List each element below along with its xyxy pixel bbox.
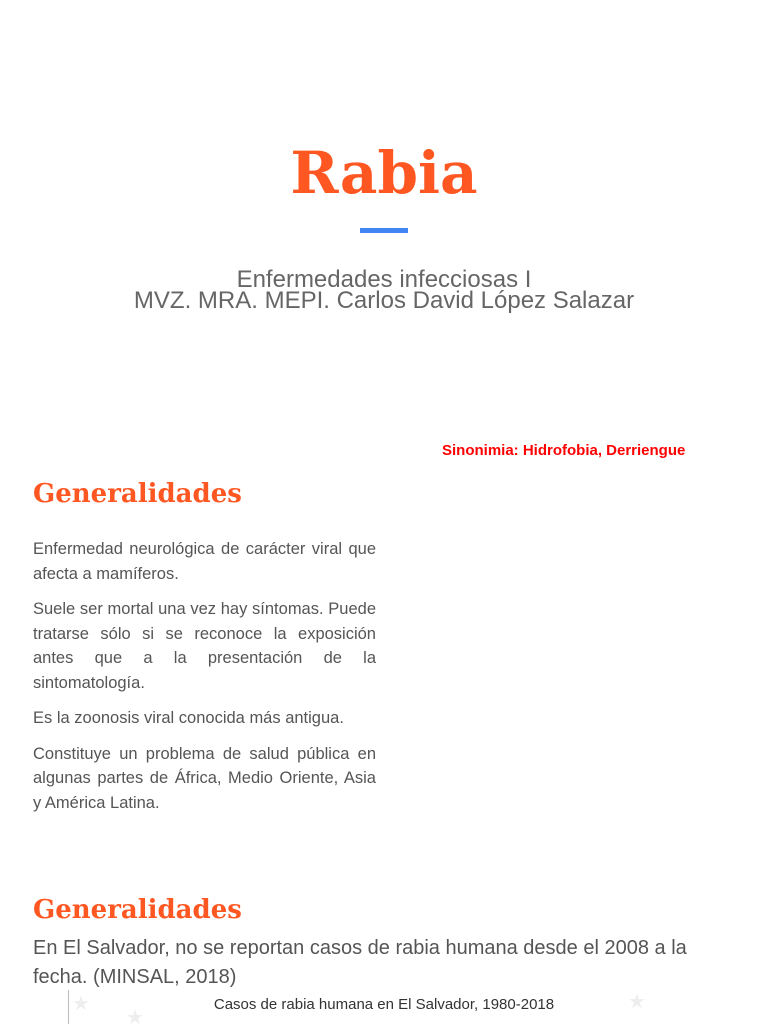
generalidades-paragraphs <box>33 537 376 826</box>
subtitle-author: MVZ. MRA. MEPI. Carlos David López Salazar <box>133 287 635 314</box>
el-salvador-paragraph: En El Salvador, no se reportan casos de rabia humana desde el 2008 a la fecha. (MINSAL, 2018) <box>33 937 687 988</box>
paragraph: Constituye un problema de salud pública en algunas partes de África, Medio Oriente, Asia y América Latina. <box>33 744 376 812</box>
paragraph: Es la zoonosis viral conocida más antigua. <box>33 709 344 727</box>
rabia-cases-figure <box>68 990 700 1024</box>
star-icon: ★ <box>628 991 646 1013</box>
document-title: Rabia <box>290 139 478 207</box>
section-heading-generalidades-1: Generalidades <box>33 479 242 509</box>
subtitle-course: Enfermedades infecciosas I <box>236 266 532 293</box>
paragraph: Suele ser mortal una vez hay síntomas. Puede tratarse sólo si se reconoce la exposición antes que a la presentación de la sintomatología. <box>33 600 376 692</box>
star-icon: ★ <box>126 1007 144 1024</box>
figure-title: Casos de rabia humana en El Salvador, 1980-2018 <box>213 996 555 1013</box>
title-underline <box>360 228 408 233</box>
sinonimia-note: Sinonimia: Hidrofobia, Derriengue <box>442 442 686 459</box>
paragraph: Enfermedad neurológica de carácter viral que afecta a mamíferos. <box>33 540 376 583</box>
section-heading-generalidades-2: Generalidades <box>33 895 242 925</box>
star-icon: ★ <box>72 993 90 1015</box>
